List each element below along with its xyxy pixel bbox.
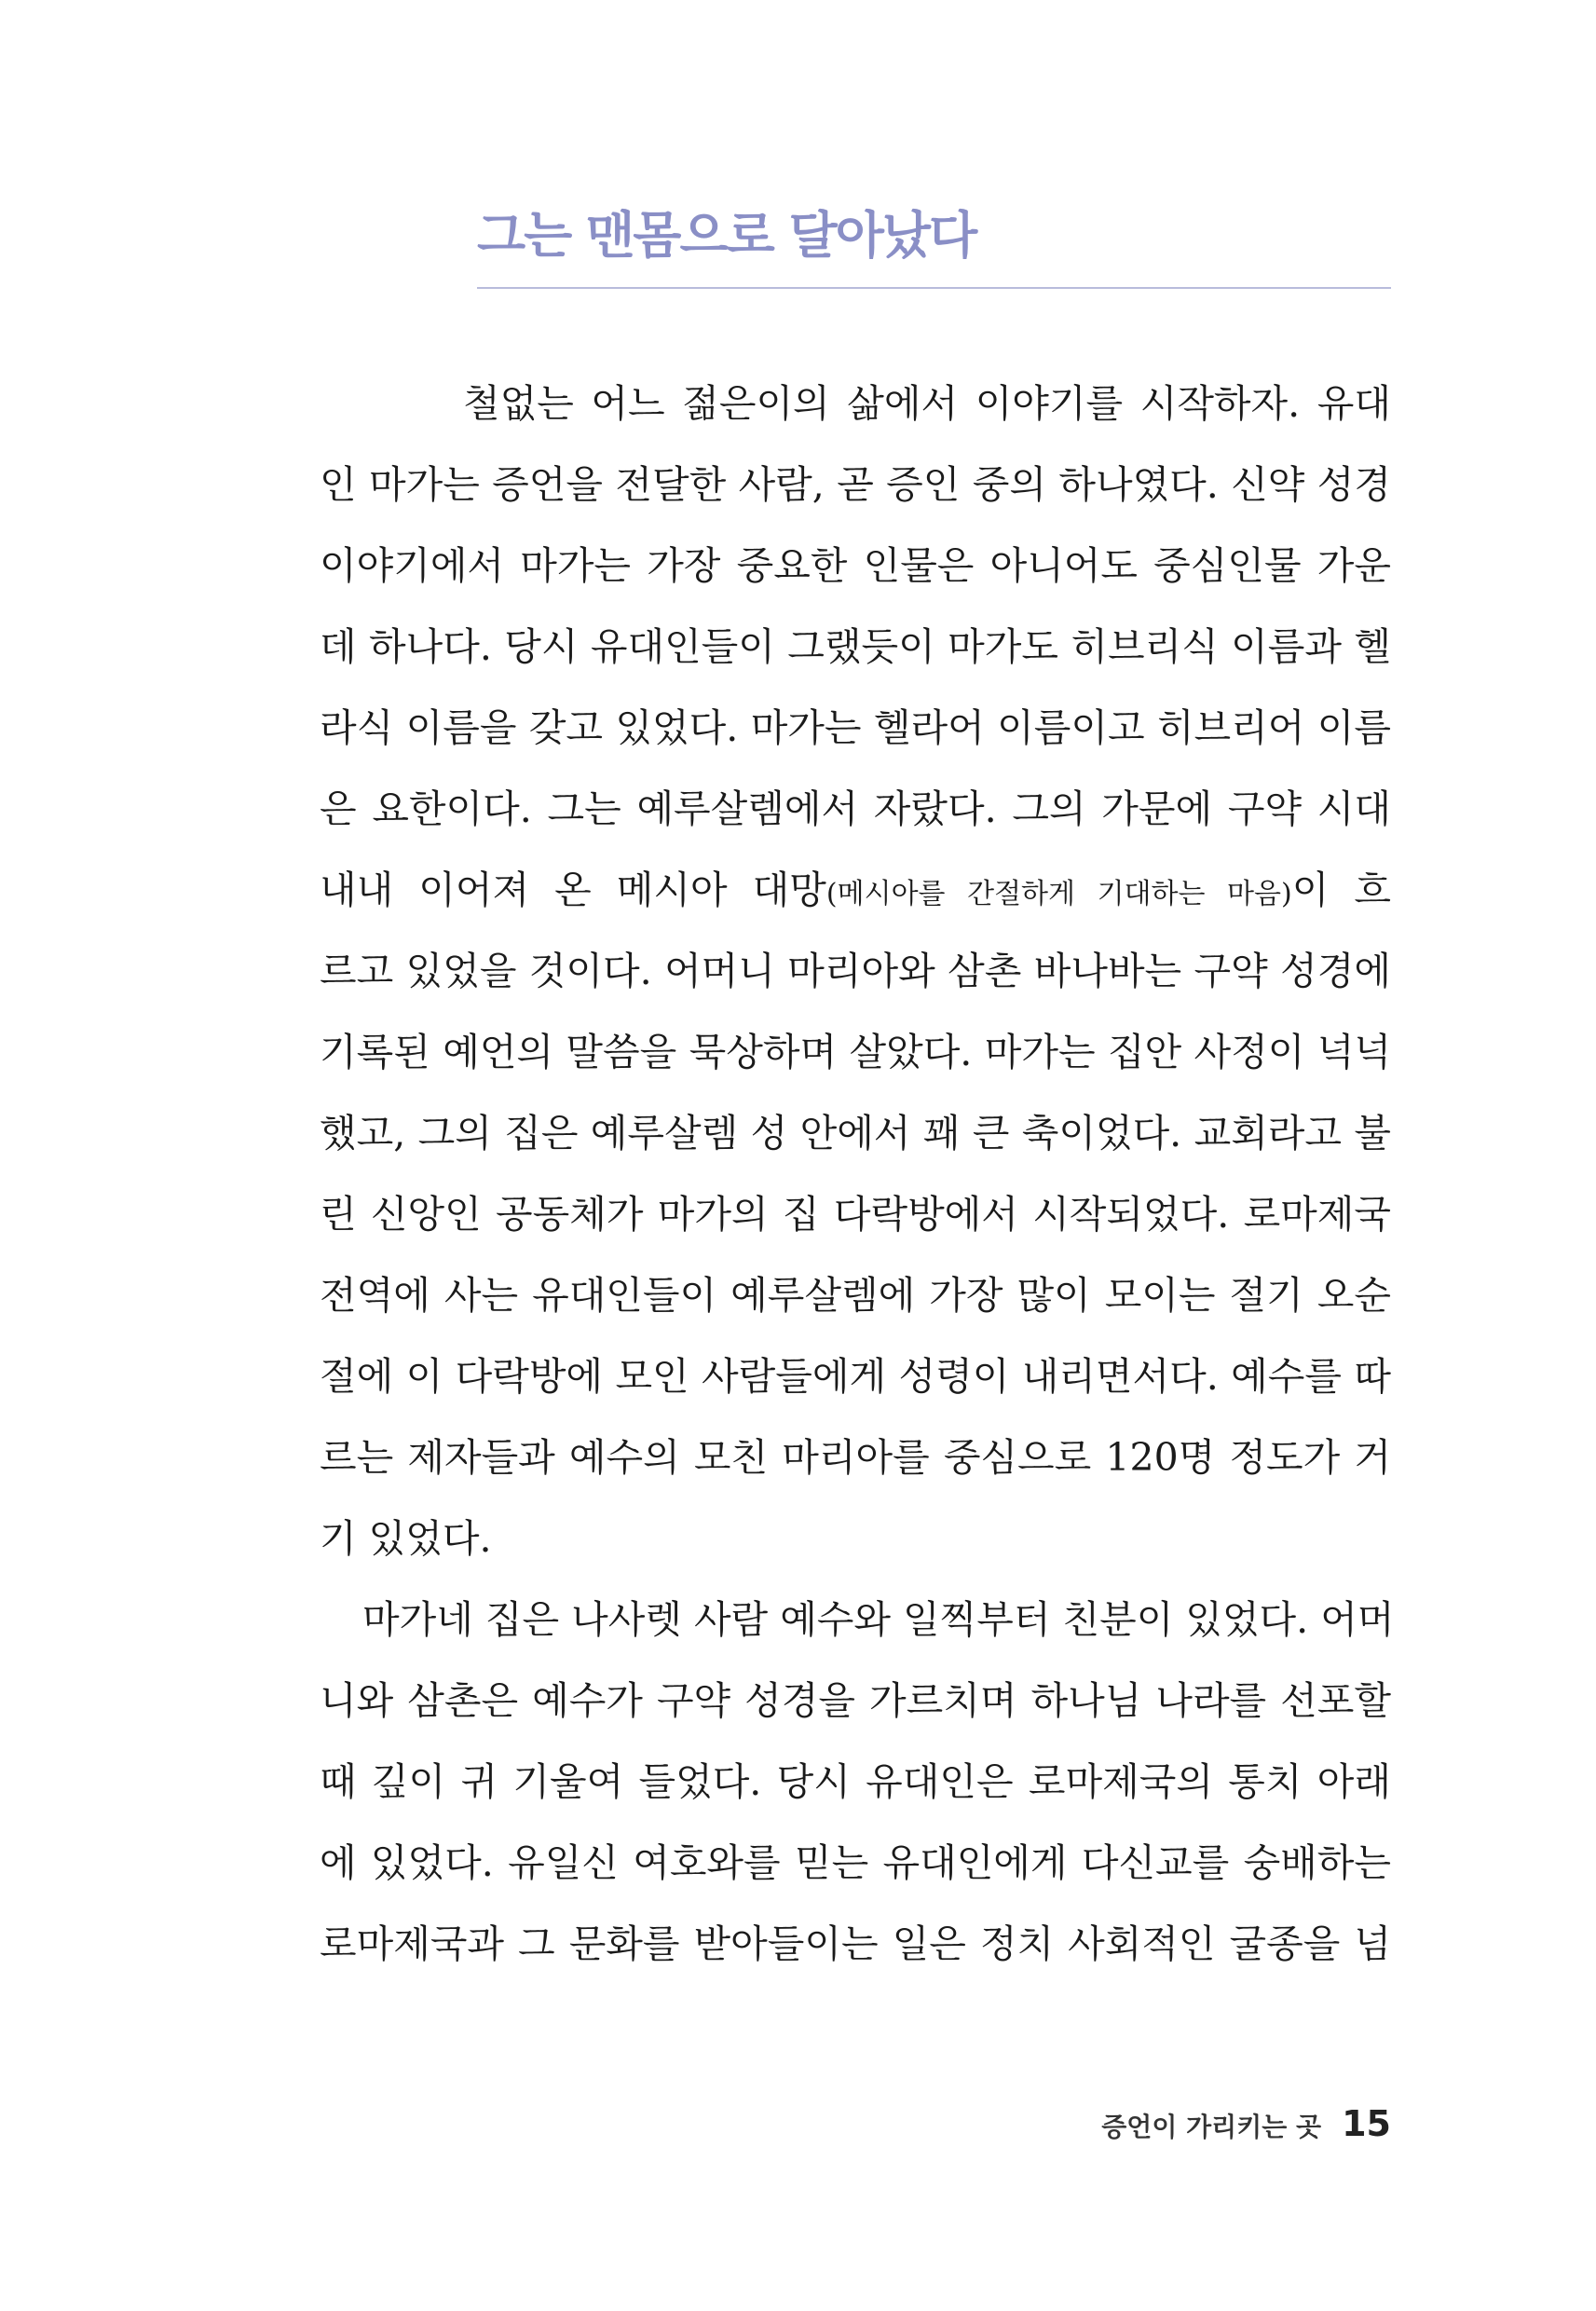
text-line: 인 마가는 증언을 전달한 사람, 곧 증인 중의 하나였다. 신약 성경	[320, 462, 1391, 507]
page-number: 15	[1342, 2103, 1391, 2144]
text-line-with-note	[320, 862, 1391, 943]
running-footer-title: 증언이 가리키는 곳	[1101, 2112, 1322, 2142]
text-line: 전역에 사는 유대인들이 예루살렘에 가장 많이 모이는 절기 오순	[320, 1273, 1391, 1318]
parenthetical-note: (메시아를 간절하게 기대하는 마음)	[825, 878, 1292, 910]
text-line: 기록된 예언의 말씀을 묵상하며 살았다. 마가는 집안 사정이 넉넉	[320, 1030, 1391, 1074]
text-line: 때 깊이 귀 기울여 들었다. 당시 유대인은 로마제국의 통치 아래	[320, 1759, 1391, 1804]
text-line: 니와 삼촌은 예수가 구약 성경을 가르치며 하나님 나라를 선포할	[320, 1678, 1391, 1723]
page-footer	[1101, 2103, 1391, 2144]
text-line: 마가네 집은 나사렛 사람 예수와 일찍부터 친분이 있었다. 어머	[362, 1597, 1395, 1642]
text-line: 르고 있었을 것이다. 어머니 마리아와 삼촌 바나바는 구약 성경에	[320, 949, 1391, 993]
text-line: 로마제국과 그 문화를 받아들이는 일은 정치 사회적인 굴종을 넘	[320, 1921, 1391, 1966]
text-segment: 이 흐	[1291, 868, 1391, 912]
body-text	[320, 376, 1395, 1997]
text-line: 이야기에서 마가는 가장 중요한 인물은 아니어도 중심인물 가운	[320, 543, 1391, 588]
text-line: 에 있었다. 유일신 여호와를 믿는 유대인에게 다신교를 숭배하는	[320, 1840, 1391, 1885]
text-line: 린 신앙인 공동체가 마가의 집 다락방에서 시작되었다. 로마제국	[320, 1192, 1391, 1237]
text-line: 기 있었다.	[320, 1516, 492, 1561]
text-line: 라식 이름을 갖고 있었다. 마가는 헬라어 이름이고 히브리어 이름	[320, 705, 1391, 750]
chapter-title: 그는 맨몸으로 달아났다	[477, 206, 976, 265]
text-line: 데 하나다. 당시 유대인들이 그랬듯이 마가도 히브리식 이름과 헬	[320, 624, 1391, 669]
title-divider	[477, 287, 1391, 289]
text-line: 르는 제자들과 예수의 모친 마리아를 중심으로 120명 정도가 거	[320, 1435, 1391, 1480]
text-segment: 내내 이어져 온 메시아 대망	[320, 868, 826, 912]
text-line: 절에 이 다락방에 모인 사람들에게 성령이 내리면서다. 예수를 따	[320, 1354, 1391, 1399]
text-line: 철없는 어느 젊은이의 삶에서 이야기를 시작하자. 유대	[463, 381, 1391, 426]
text-line: 했고, 그의 집은 예루살렘 성 안에서 꽤 큰 축이었다. 교회라고 불	[320, 1111, 1391, 1156]
text-line: 은 요한이다. 그는 예루살렘에서 자랐다. 그의 가문에 구약 시대	[320, 786, 1391, 831]
